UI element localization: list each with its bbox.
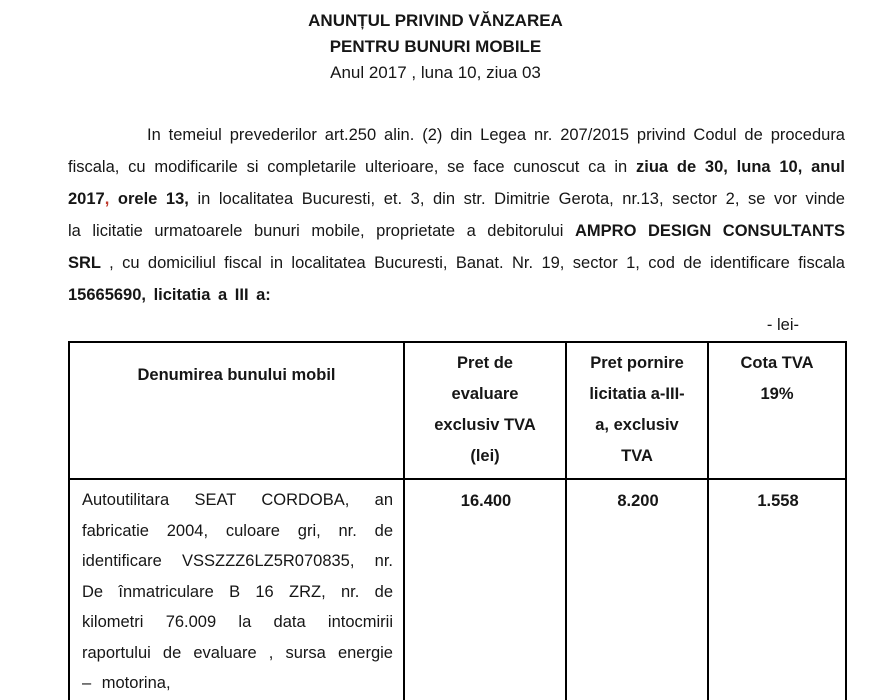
document-title (47, 8, 824, 86)
column-header-line: 19% (760, 385, 794, 403)
paragraph-segment-4: in localitatea Bucuresti, et. 3, din str. Dimitrie Gerota, nr.13, sector 2, se vor vinde la licitatie urmatoarele bunuri mobile, proprietate a debitorului (68, 190, 845, 240)
column-header-line: a, exclusiv (595, 416, 679, 434)
title-line-1: ANUNȚUL PRIVIND VĂNZAREA (308, 11, 563, 30)
paragraph-segment-0: In temeiul prevederilor art.250 alin. (2) din Legea nr. 207/2015 privind Codul de procedura fiscala, cu modificarile si completarile ulterioare, se face cunoscut ca in (68, 126, 845, 176)
column-header-line: (lei) (470, 447, 500, 465)
goods-table (68, 341, 847, 700)
column-header-line: Cota TVA (740, 354, 814, 372)
column-header-denumire (69, 342, 404, 479)
column-header-line: Denumirea bunului mobil (137, 366, 336, 384)
column-header-pret-pornire (566, 342, 708, 479)
cell-pret-pornire: 8.200 (566, 479, 708, 700)
paragraph-segment-2: , (104, 190, 110, 208)
paragraph-segment-5: AMPRO DESIGN CONSULTANTS SRL (68, 222, 845, 272)
column-header-line: evaluare (451, 385, 519, 403)
paragraph-segment-6: , cu domiciliul fiscal in localitatea Bucuresti, Banat. Nr. 19, sector 1, cod de identificare fiscala (109, 254, 845, 272)
paragraph-segment-7: 15665690, licitatia a III a: (68, 286, 271, 304)
table-body (69, 479, 846, 700)
paragraph-segment-1: ziua de 30, luna 10, anul 2017 (68, 158, 845, 208)
column-header-pret-evaluare (404, 342, 566, 479)
column-header-line: Pret de (457, 354, 513, 372)
column-header-line: TVA (621, 447, 653, 465)
table-row (69, 479, 846, 700)
column-header-line: Pret pornire (590, 354, 684, 372)
title-line-3: Anul 2017 , luna 10, ziua 03 (330, 63, 541, 82)
cell-pret-evaluare: 16.400 (404, 479, 566, 700)
currency-note: - lei- (766, 316, 799, 334)
intro-paragraph (68, 119, 845, 311)
cell-cota-tva: 1.558 (708, 479, 846, 700)
column-header-line: licitatia a-III- (589, 385, 685, 403)
cell-denumire: Autoutilitara SEAT CORDOBA, an fabricatie 2004, culoare gri, nr. de identificare VSSZZZ6LZ5R070835, nr. De înmatriculare B 16 ZRZ, nr. de kilometri 76.009 la data intocmirii raportului de evaluare , sursa energie – motorina, (69, 479, 404, 700)
table-header-row (69, 342, 846, 479)
column-header-cota-tva (708, 342, 846, 479)
title-line-2: PENTRU BUNURI MOBILE (329, 37, 542, 56)
column-header-line: exclusiv TVA (434, 416, 536, 434)
paragraph-segment-3: orele 13, (109, 190, 198, 208)
